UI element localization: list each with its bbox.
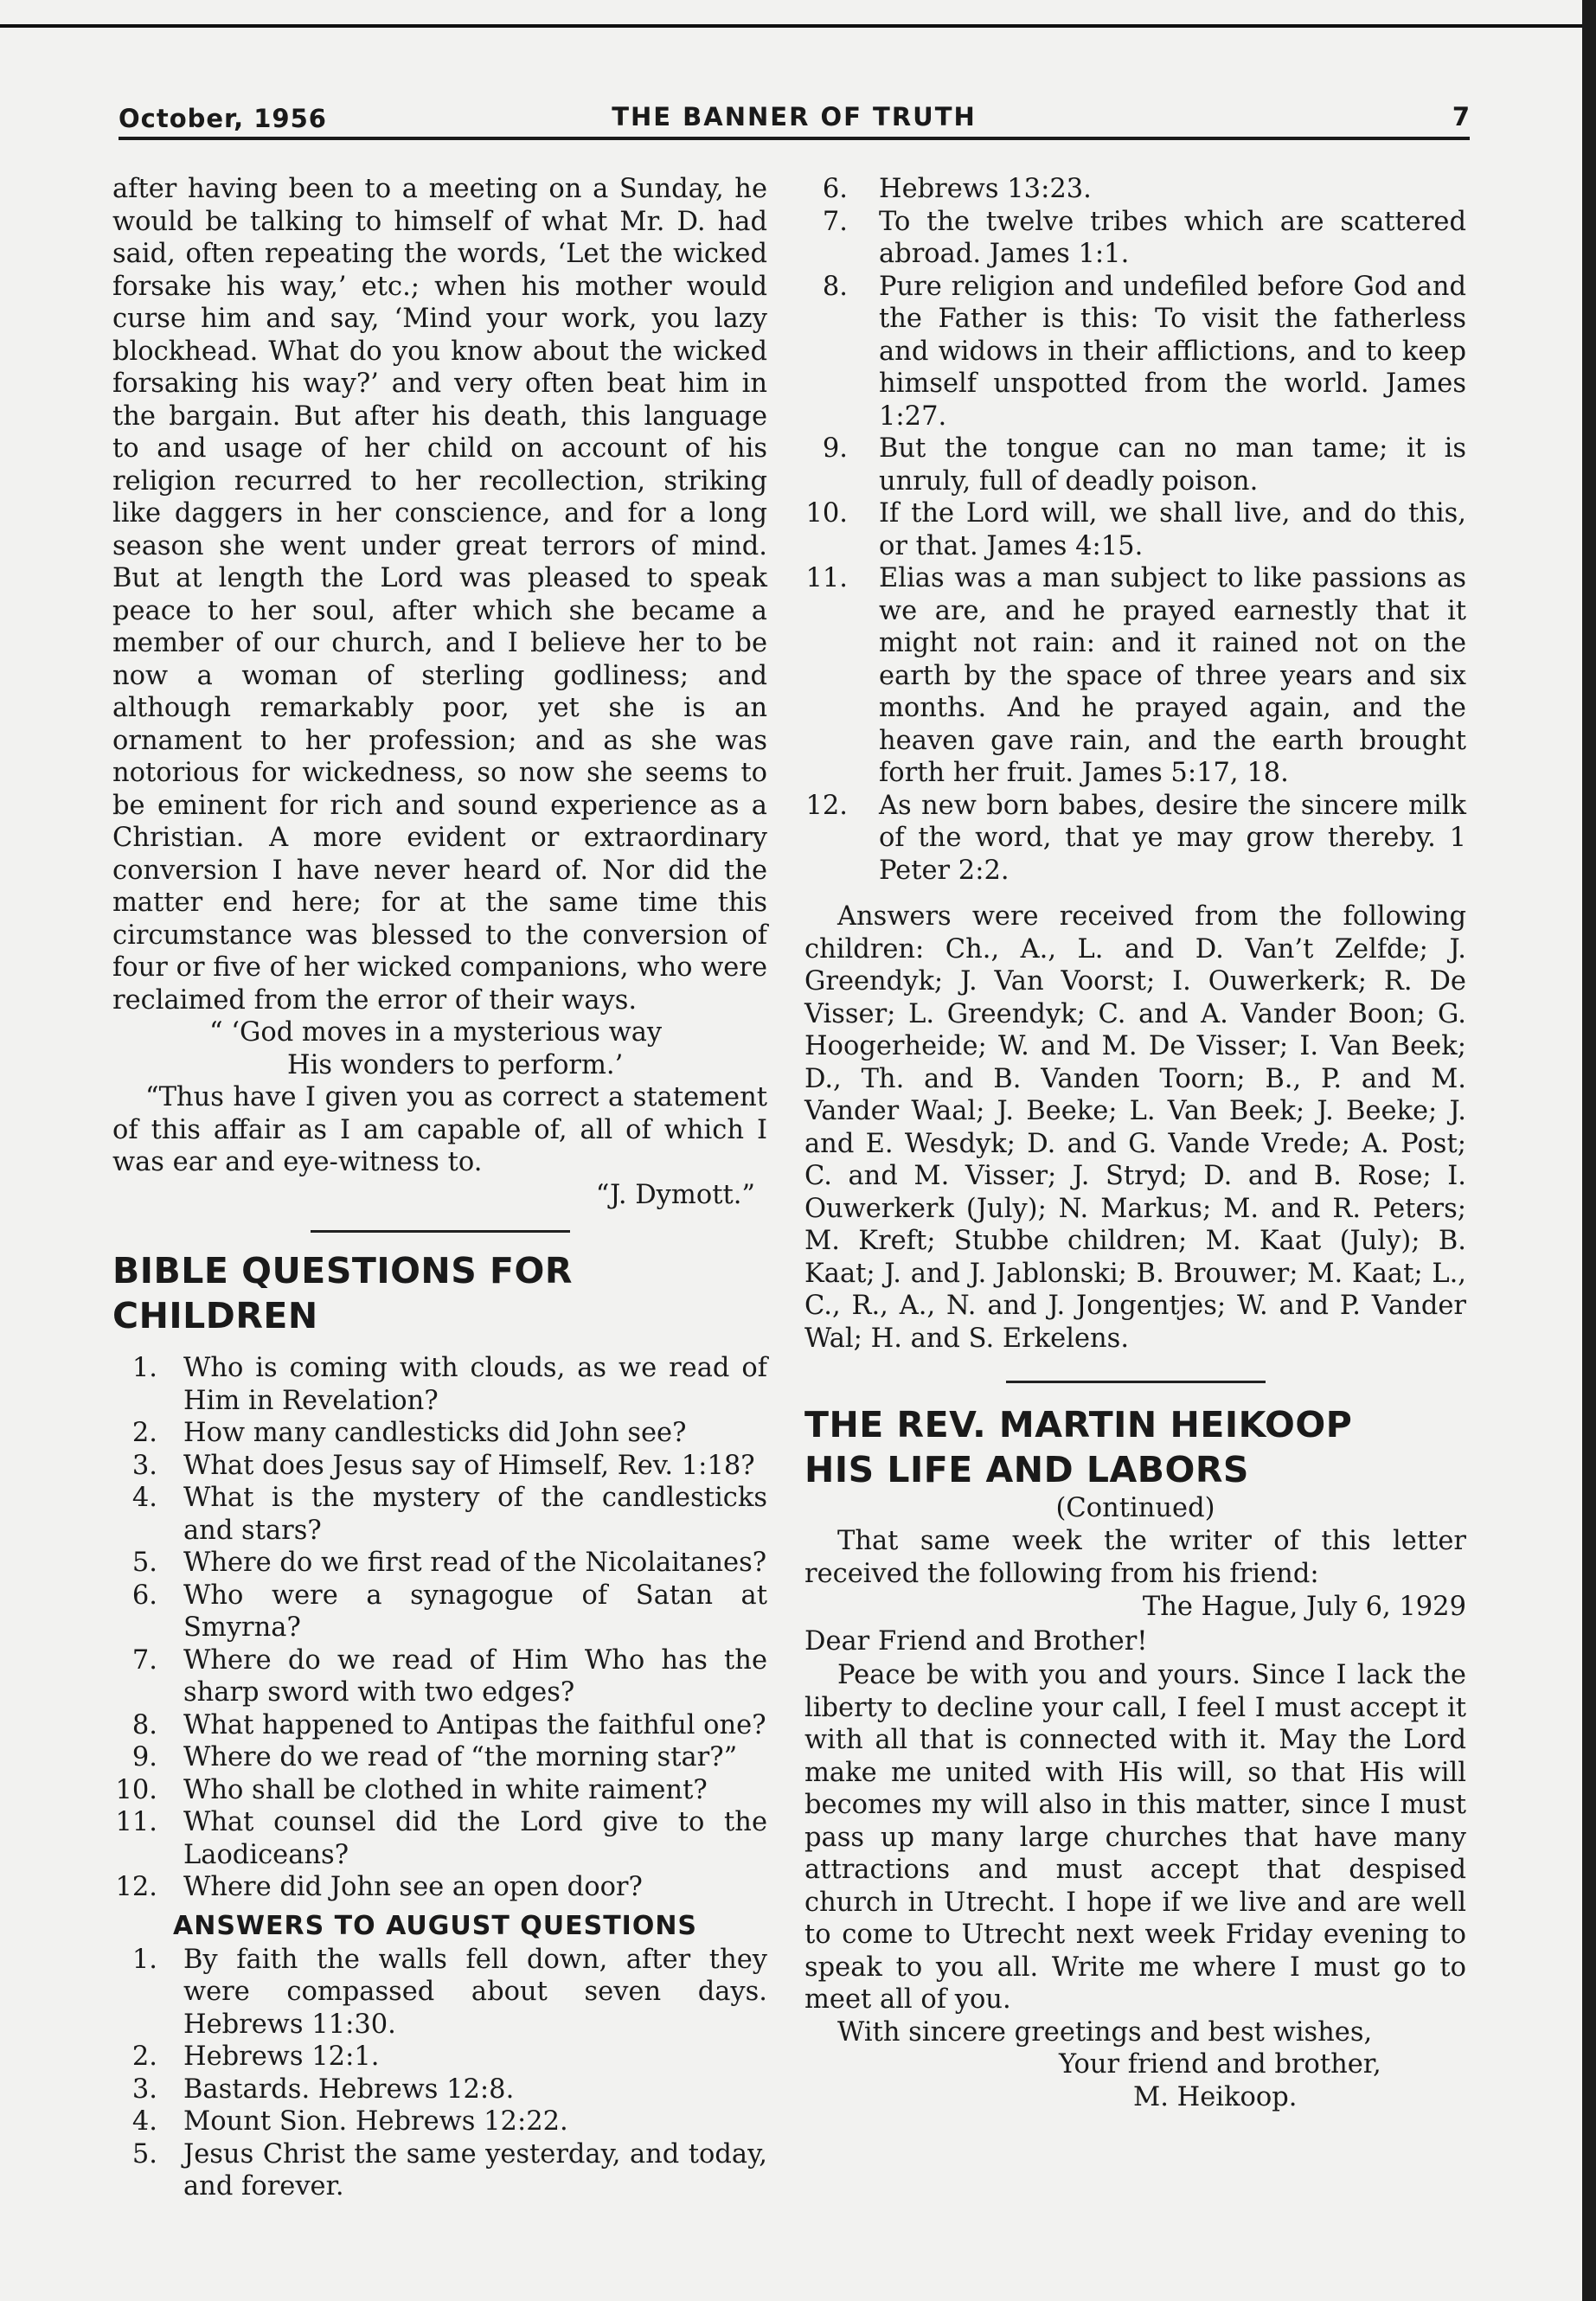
answers-received-paragraph: Answers were received from the following children: Ch., A., L. and D. Van’t Zelfde; J. Greendyk; J. Van Voorst; I. Ouwerkerk; R. De Visser; L. Greendyk; C. and A. Vander Boon; G. Hoogerheide; W. and M. De Visser; I. Van Beek; D., Th. and B. Vanden Toorn; B., P. and M. Vander Waal; J. Beeke; L. Van Beek; J. Beeke; J. and E. Wesdyk; D. and G. Vande Vrede; A. Post; C. and M. Visser; J. Stryd; D. and B. Rose; I. Ouwerkerk (July); N. Markus; M. and R. Peters; M. Kreft; Stubbe children; M. Kaat (July); B. Kaat; J. and J. Jablonski; B. Brouwer; M. Kaat; L., C., R., A., N. and J. Jongentjes; W. and P. Vander Wal; H. and S. Erkelens.: [804, 901, 1466, 1354]
list-item: [112, 2106, 767, 2138]
item-text: Who were a synagogue of Satan at Smyrna?: [183, 1580, 767, 1643]
header-date: October, 1956: [119, 104, 327, 133]
item-number: 11.: [115, 1807, 157, 1837]
item-number: 3.: [131, 1450, 157, 1481]
list-item: [112, 2138, 767, 2203]
list-item: [804, 173, 1466, 206]
item-number: 4.: [131, 2106, 157, 2137]
item-number: 12.: [115, 1872, 157, 1902]
answers-continued-list: [804, 173, 1466, 887]
item-number: 7.: [822, 206, 848, 237]
item-text: What happened to Antipas the faithful one?: [183, 1709, 766, 1740]
item-text: What is the mystery of the candlesticks and stars?: [183, 1483, 767, 1546]
item-text: Who shall be clothed in white raiment?: [183, 1774, 708, 1805]
list-item: [112, 1644, 767, 1709]
closing-paragraph: “Thus have I given you as correct a statement of this affair as I am capable of, all of which I was ear and eye-witness to.: [112, 1082, 767, 1177]
right-column: [804, 173, 1466, 2113]
item-number: 9.: [822, 433, 848, 464]
article-title-line-2: HIS LIFE AND LABORS: [804, 1449, 1249, 1490]
item-number: 10.: [805, 498, 848, 529]
item-number: 2.: [131, 1418, 157, 1448]
item-number: 1.: [131, 1353, 157, 1383]
list-item: [112, 1741, 767, 1774]
item-text: By faith the walls fell down, after they were compassed about seven days. Hebrews 11:30.: [183, 1944, 767, 2040]
article-title-line-1: THE REV. MARTIN HEIKOOP: [804, 1404, 1353, 1445]
item-text: Where do we first read of the Nicolaitanes?: [183, 1548, 767, 1578]
item-number: 4.: [131, 1483, 157, 1513]
letter-signature-heikoop: M. Heikoop.: [1133, 2081, 1298, 2112]
letter-closing-2: Your friend and brother,: [1059, 2049, 1381, 2080]
item-text: Pure religion and undefiled before God and the Father is this: To visit the fatherless and widows in their afflictions, and to keep himself unspotted from the world. James 1:27.: [879, 271, 1466, 432]
item-number: 1.: [131, 1944, 157, 1975]
letter-dateline: The Hague, July 6, 1929: [1142, 1592, 1466, 1622]
bible-questions-heading: BIBLE QUESTIONS FOR CHILDREN: [112, 1250, 573, 1336]
item-number: 5.: [131, 1548, 157, 1578]
item-text: Bastards. Hebrews 12:8.: [183, 2073, 515, 2105]
questions-list: [112, 1352, 767, 1904]
item-text: Elias was a man subject to like passions as we are, and he prayed earnestly that it might not rain: and it rained not on the earth by the space of three years and six months. And he prayed again, and the heaven gave rain, and the earth brought forth her fruit. James 5:17, 18.: [879, 563, 1466, 788]
list-item: [804, 562, 1466, 790]
list-item: [112, 1806, 767, 1871]
item-number: 12.: [805, 790, 848, 821]
item-text: But the tongue can no man tame; it is unruly, full of deadly poison.: [879, 433, 1466, 497]
list-item: [112, 1774, 767, 1807]
continued-note: (Continued): [1055, 1493, 1215, 1523]
item-number: 2.: [131, 2041, 157, 2072]
section-divider: [311, 1230, 570, 1233]
letter-salutation: Dear Friend and Brother!: [804, 1626, 1148, 1657]
item-number: 11.: [805, 563, 848, 593]
item-text: How many candlesticks did John see?: [183, 1418, 687, 1448]
list-item: [804, 433, 1466, 497]
item-text: Hebrews 13:23.: [879, 174, 1092, 204]
list-item: [804, 271, 1466, 433]
item-text: Where do we read of Him Who has the sharp sword with two edges?: [183, 1644, 767, 1708]
letter-body: Peace be with you and yours. Since I lack the liberty to decline your call, I feel I must accept it with all that is connected with it. May the Lord make me united with His will, so that His will becomes my will also in this matter, since I must pass up many large churches that have many attractions and must accept that despised church in Utrecht. I hope if we live and are well to come to Utrecht next week Friday evening to speak to you all. Write me where I must go to meet all of you.: [804, 1660, 1466, 2015]
list-item: [112, 1482, 767, 1547]
hymn-line-2: His wonders to perform.’: [287, 1049, 624, 1080]
item-number: 6.: [822, 174, 848, 204]
item-number: 8.: [131, 1709, 157, 1740]
running-header: [119, 102, 1470, 140]
letter-intro: That same week the writer of this letter received the following from his friend:: [804, 1526, 1466, 1589]
item-text: To the twelve tribes which are scattered abroad. James 1:1.: [879, 206, 1466, 269]
list-item: [804, 790, 1466, 888]
list-item: [112, 1709, 767, 1742]
item-number: 8.: [822, 271, 848, 302]
item-text: Where did John see an open door?: [183, 1872, 643, 1902]
item-number: 5.: [131, 2138, 157, 2170]
item-text: Jesus Christ the same yesterday, and today, and forever.: [183, 2138, 767, 2202]
item-number: 3.: [131, 2073, 157, 2105]
letter-closing-1: With sincere greetings and best wishes,: [837, 2016, 1373, 2048]
header-title: THE BANNER OF TRUTH: [612, 102, 977, 131]
list-item: [112, 1871, 767, 1904]
right-scan-edge: [1582, 0, 1596, 2301]
list-item: [112, 2073, 767, 2106]
answers-heading: ANSWERS TO AUGUST QUESTIONS: [173, 1910, 698, 1941]
list-item: [804, 206, 1466, 271]
item-text: Who is coming with clouds, as we read of Him in Revelation?: [183, 1353, 767, 1416]
list-item: [112, 1352, 767, 1417]
list-item: [804, 497, 1466, 562]
item-number: 7.: [131, 1644, 157, 1676]
letter-signature: “J. Dymott.”: [595, 1179, 755, 1210]
top-edge-rule: [0, 24, 1596, 28]
item-text: As new born babes, desire the sincere milk of the word, that ye may grow thereby. 1 Peter 2:2.: [879, 790, 1466, 886]
list-item: [112, 1450, 767, 1483]
item-number: 6.: [131, 1580, 157, 1611]
answers-list: [112, 1944, 767, 2203]
item-text: Where do we read of “the morning star?”: [183, 1742, 738, 1772]
item-text: Mount Sion. Hebrews 12:22.: [183, 2106, 568, 2137]
list-item: [112, 1580, 767, 1644]
left-column: [112, 173, 767, 2203]
item-number: 9.: [131, 1742, 157, 1772]
section-divider-right: [1006, 1381, 1266, 1383]
hymn-line-1: “ ‘God moves in a mysterious way: [209, 1017, 663, 1048]
page-number: 7: [1452, 102, 1470, 131]
hymn-quote: [112, 1016, 767, 1081]
item-text: What counsel did the Lord give to the Laodiceans?: [183, 1807, 767, 1870]
item-text: What does Jesus say of Himself, Rev. 1:18?: [183, 1450, 755, 1481]
list-item: [112, 1944, 767, 2041]
story-paragraph: after having been to a meeting on a Sunday, he would be talking to himself of what Mr. D. had said, often repeating the words, ‘Let the wicked forsake his way,’ etc.; when his mother would curse him and say, ‘Mind your work, you lazy blockhead. What do you know about the wicked forsaking his way?’ and very often beat him in the bargain. But after his death, this language to and usage of her child on account of his religion recurred to her recollection, striking like daggers in her conscience, and for a long season she went under great terrors of mind. But at length the Lord was pleased to speak peace to her soul, after which she became a member of our church, and I believe her to be now a woman of sterling godliness; and although remarkably poor, yet she is an ornament to her profession; and as she was notorious for wickedness, so now she seems to be eminent for rich and sound experience as a Christian. A more evident or extraordinary conversion I have never heard of. Nor did the matter end here; for at the same time this circumstance was blessed to the conversion of four or five of her wicked companions, who were reclaimed from the error of their ways.: [112, 174, 767, 1016]
list-item: [112, 2041, 767, 2073]
item-number: 10.: [115, 1774, 157, 1805]
item-text: If the Lord will, we shall live, and do this, or that. James 4:15.: [879, 498, 1466, 561]
list-item: [112, 1417, 767, 1450]
item-text: Hebrews 12:1.: [183, 2041, 380, 2072]
list-item: [112, 1547, 767, 1580]
